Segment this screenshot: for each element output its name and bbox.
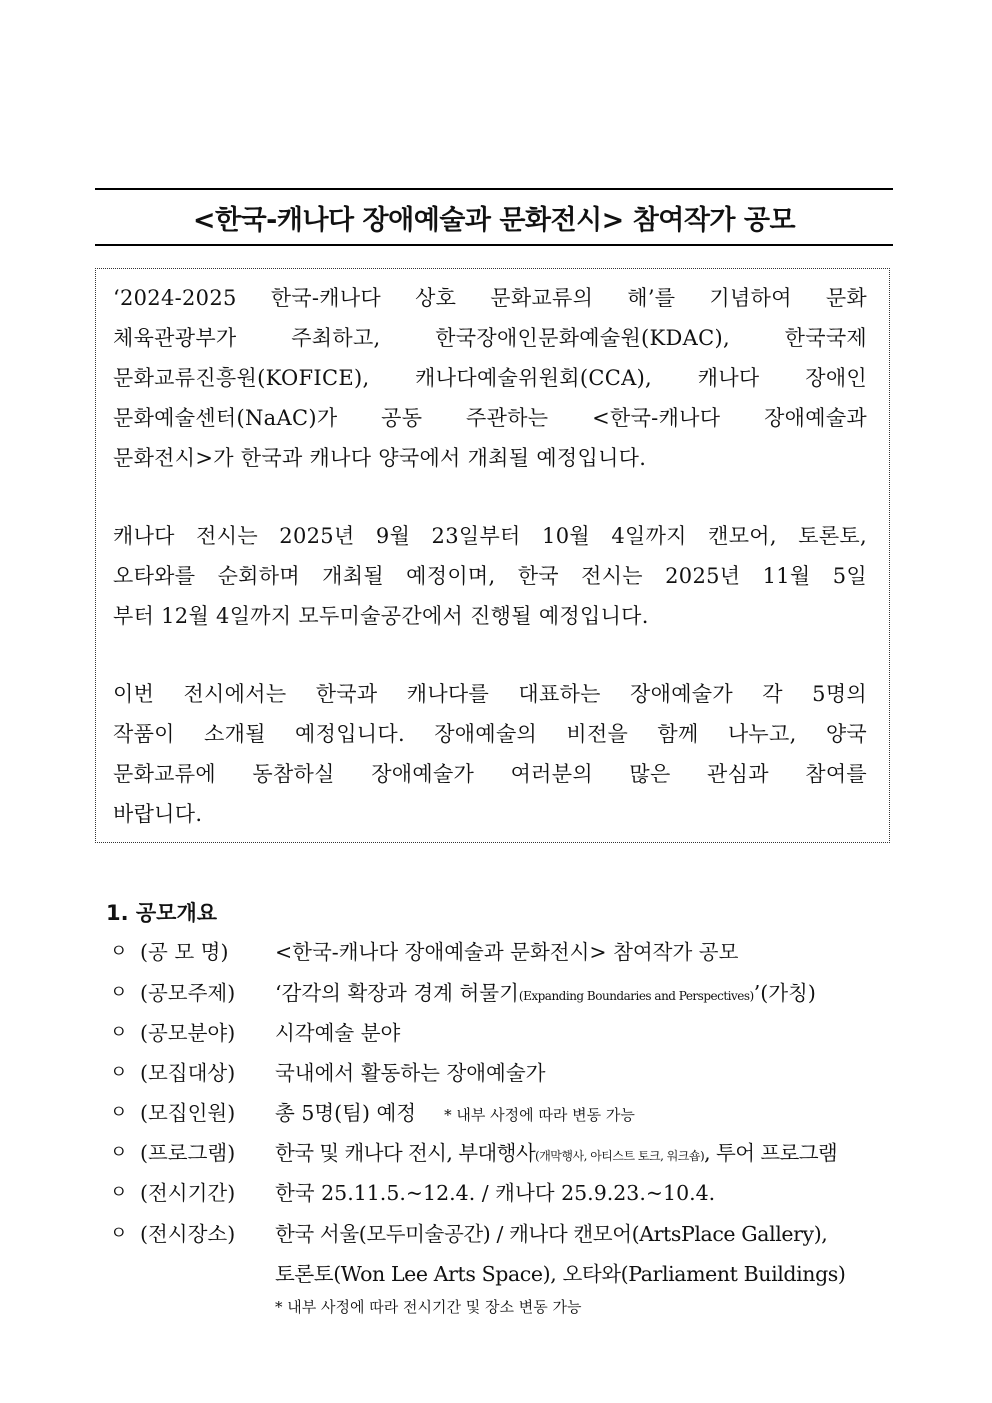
intro-line: 캐나다 전시는 2025년 9월 23일부터 10월 4일까지 캔모어, 토론토, [113,524,867,548]
item-value-suffix: , 투어 프로그램 [704,1141,838,1165]
item-label: (모집인원) [140,1101,236,1125]
footnote: * 내부 사정에 따라 전시기간 및 장소 변동 가능 [275,1298,582,1316]
overview-item-program [110,1133,900,1173]
bullet-icon: ㅇ [110,1182,128,1203]
intro-line: 작품이 소개될 예정입니다. 장애예술의 비전을 함께 나누고, 양국 [113,722,867,746]
item-value: 시각예술 분야 [275,1021,401,1045]
item-value: 국내에서 활동하는 장애예술가 [275,1061,546,1085]
intro-line: 문화교류진흥원(KOFICE), 캐나다예술위원회(CCA), 캐나다 장애인 [113,366,867,390]
overview-item-field [110,1013,900,1053]
overview-item-title [110,932,900,972]
item-value-main: ‘감각의 확장과 경계 허물기 [275,981,519,1005]
item-value-detail: (개막행사, 아티스트 토크, 워크숍) [535,1149,705,1163]
bullet-icon: ㅇ [110,1022,128,1043]
item-value-english: (Expanding Boundaries and Perspectives) [518,989,754,1003]
overview-item-theme [110,973,900,1013]
item-label: (공모분야) [140,1021,236,1045]
item-value [275,1093,635,1135]
bullet-icon: ㅇ [110,1142,128,1163]
section-heading: 1. 공모개요 [106,901,218,925]
item-value [275,1133,837,1176]
page-title: <한국-캐나다 장애예술과 문화전시> 참여작가 공모 [192,204,796,236]
item-value-suffix: ’(가칭) [753,981,816,1005]
intro-line: 오타와를 순회하며 개최될 예정이며, 한국 전시는 2025년 11월 5일 [113,564,867,588]
title-block [95,188,893,246]
bullet-icon: ㅇ [110,1223,128,1244]
overview-item-venue [110,1214,900,1254]
intro-line: 문화전시>가 한국과 캐나다 양국에서 개최될 예정입니다. [113,446,647,470]
item-value-continued: 토론토(Won Lee Arts Space), 오타와(Parliament Buildings) [275,1262,846,1286]
intro-line: 부터 12월 4일까지 모두미술공간에서 진행될 예정입니다. [113,604,649,628]
item-note: * 내부 사정에 따라 변동 가능 [444,1106,635,1124]
bullet-icon: ㅇ [110,941,128,962]
intro-line: 문화예술센터(NaAC)가 공동 주관하는 <한국-캐나다 장애예술과 [113,406,867,430]
item-label: (공모주제) [140,981,236,1005]
item-value: 한국 25.11.5.~12.4. / 캐나다 25.9.23.~10.4. [275,1181,716,1205]
overview-item-period [110,1173,900,1213]
item-label: (공 모 명) [140,940,229,964]
item-value-main: 한국 및 캐나다 전시, 부대행사 [275,1141,536,1165]
bullet-icon: ㅇ [110,1102,128,1123]
intro-line: 바랍니다. [113,802,203,826]
item-label: (전시장소) [140,1222,236,1246]
item-value: 한국 서울(모두미술공간) / 캐나다 캔모어(ArtsPlace Gallery), [275,1222,828,1246]
intro-line: ‘2024-2025 한국-캐나다 상호 문화교류의 해’를 기념하여 문화 [113,286,867,310]
bullet-icon: ㅇ [110,982,128,1003]
item-label: (프로그램) [140,1141,236,1165]
overview-item-target [110,1053,900,1093]
intro-line: 문화교류에 동참하실 장애예술가 여러분의 많은 관심과 참여를 [113,762,867,786]
item-value: <한국-캐나다 장애예술과 문화전시> 참여작가 공모 [275,940,739,964]
intro-line: 체육관광부가 주최하고, 한국장애인문화예술원(KDAC), 한국국제 [113,326,867,350]
item-value [275,973,816,1016]
overview-item-count [110,1093,900,1133]
item-label: (전시기간) [140,1181,236,1205]
item-label: (모집대상) [140,1061,236,1085]
item-value-main: 총 5명(팀) 예정 [275,1101,417,1125]
bullet-icon: ㅇ [110,1062,128,1083]
intro-line: 이번 전시에서는 한국과 캐나다를 대표하는 장애예술가 각 5명의 [113,682,867,706]
intro-box [95,268,890,843]
